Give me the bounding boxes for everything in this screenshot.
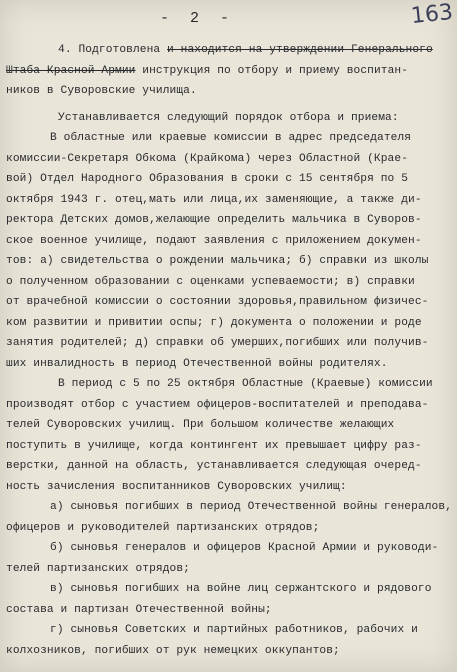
text-line [4, 518, 453, 539]
line-text: телей Суворовских училищ. При большом количестве желающих [6, 419, 395, 431]
line-text: инструкция по отбору и приему воспитан- [135, 64, 409, 77]
line-text: производят отбор с участием офицеров-воспитателей и преподава- [6, 398, 429, 411]
paragraph [4, 374, 453, 661]
line-text: ших инвалидность в период Отечественной войны родителях. [6, 357, 388, 370]
line-text: 4. Подготовлена [58, 44, 168, 56]
text-line [4, 81, 453, 102]
text-line [4, 354, 453, 375]
text-line [4, 415, 453, 436]
line-text: занятия родителей; д) справки об умерших,погибших или получив- [6, 337, 429, 349]
text-line [4, 40, 453, 61]
text-line [4, 251, 453, 272]
line-text: октября 1943 г. отец,мать или лица,их заменяющие, а также ди- [6, 193, 422, 206]
line-text: вой) Отдел Народного Образования в сроки с 15 сентября по 5 [6, 173, 409, 185]
struck-text: и находится на утверждении Генерального [167, 44, 433, 56]
line-text: В областные или краевые комиссии в адрес председателя [50, 132, 412, 144]
page-number: - 2 - [160, 10, 236, 27]
text-line [4, 108, 453, 129]
text-line [4, 579, 453, 600]
line-text: состава и партизан Отечественной войны; [6, 603, 272, 616]
text-line [4, 477, 453, 498]
paragraph [4, 40, 453, 102]
line-text: верстки, данной на область, устанавливается следующая очеред- [6, 460, 422, 472]
line-text: ность зачисления воспитанников Суворовских училищ: [6, 480, 347, 493]
line-text: Устанавливается следующий порядок отбора и приема: [58, 111, 399, 124]
line-text: В период с 5 по 25 октября Областные (Краевые) комиссии [58, 378, 433, 390]
text-line [4, 231, 453, 252]
line-text: телей партизанских отрядов; [6, 562, 190, 575]
text-line [4, 210, 453, 231]
line-text: б) сыновья генералов и офицеров Красной Армии и руководи- [50, 542, 439, 554]
text-line [4, 395, 453, 416]
text-line [4, 374, 453, 395]
paragraph [4, 102, 453, 375]
text-line [4, 559, 453, 580]
line-text: в) сыновья погибших на войне лиц сержантского и рядового [50, 583, 432, 595]
page-header [0, 0, 457, 34]
text-line [4, 620, 453, 641]
line-text: ректора Детских домов,желающие определить мальчика в Суворов- [6, 214, 422, 226]
text-line [4, 600, 453, 621]
line-text: офицеров и руководителей партизанских отрядов; [6, 521, 320, 534]
line-text: г) сыновья Советских и партийных работников, рабочих и [50, 624, 418, 636]
text-line [4, 538, 453, 559]
line-text: от врачебной комиссии о состоянии здоровья,правильном физичес- [6, 296, 429, 308]
line-text: о полученном образовании с оценками успеваемости; в) справки [6, 275, 415, 288]
line-text: тов: а) свидетельства о рождении мальчика; б) справки из школы [6, 255, 429, 267]
text-line [4, 128, 453, 149]
text-line [4, 169, 453, 190]
text-line [4, 333, 453, 354]
line-text: колхозников, погибших от рук немецких оккупантов; [6, 644, 340, 657]
line-text: а) сыновья погибших в период Отечественной войны генералов, [50, 501, 453, 513]
text-line [4, 497, 453, 518]
text-line [4, 149, 453, 170]
struck-text: Штаба Красной Армии [6, 64, 136, 77]
text-line [4, 436, 453, 457]
text-line [4, 61, 453, 82]
line-text: ников в Суворовские училища. [6, 85, 197, 97]
text-line [4, 641, 453, 662]
text-line [4, 313, 453, 334]
document-body [4, 40, 453, 661]
text-line [4, 272, 453, 293]
text-line [4, 456, 453, 477]
line-text: поступить в училище, когда контингент их превышает цифру раз- [6, 439, 422, 452]
line-text: ком развитии и привитии оспы; г) документа о положении и роде [6, 316, 422, 329]
text-line [4, 292, 453, 313]
text-line [4, 190, 453, 211]
line-text: ское военное училище, подают заявления с приложением докумен- [6, 234, 422, 247]
archive-sheet-number: 163 [409, 0, 455, 30]
line-text: комиссии-Секретаря Обкома (Крайкома) через Областной (Крае- [6, 152, 409, 165]
